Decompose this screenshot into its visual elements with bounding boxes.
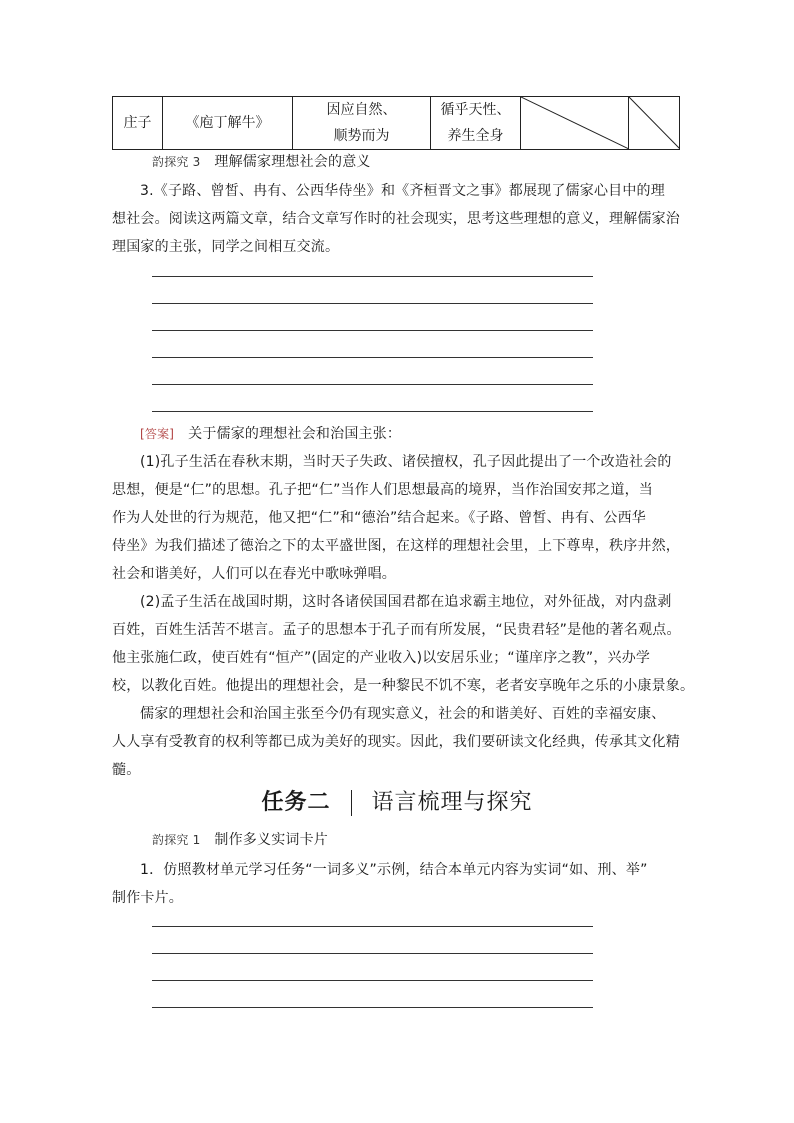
answer-tag: [答案] <box>140 427 175 441</box>
answer-line <box>152 357 593 358</box>
answer-line <box>152 276 593 277</box>
question-block <box>112 856 648 912</box>
answer-block <box>112 420 694 784</box>
table-cell-author: 庄子 <box>113 97 163 150</box>
answer-line: 校，以教化百姓。他提出的理想社会，是一种黎民不饥不寒，老者安享晚年之乐的小康景象。 <box>112 678 695 694</box>
task-label: 任务二 <box>261 790 331 815</box>
answer-line: 儒家的理想社会和治国主张至今仍有现实意义，社会的和谐美好、百姓的幸福安康、 <box>140 706 666 722</box>
answer-line <box>152 980 593 981</box>
diagonal-line <box>629 97 680 149</box>
table-row <box>113 97 680 150</box>
section-title: 理解儒家理想社会的意义 <box>214 154 371 170</box>
table-cell-work: 《庖丁解牛》 <box>163 97 293 150</box>
answer-line: 髓。 <box>112 762 141 778</box>
question-line: 1．仿照教材单元学习任务“一词多义”示例，结合本单元内容为实词“如、刑、举” <box>140 862 648 878</box>
answer-line <box>152 411 593 412</box>
table-cell-empty-diagonal <box>629 97 680 150</box>
section-tag: 䪨探究 1 <box>152 833 201 847</box>
question-line: 想社会。阅读这两篇文章，结合文章写作时的社会现实，思考这些理想的意义，理解儒家治 <box>112 211 680 227</box>
diagonal-line <box>521 97 629 149</box>
answer-line: 思想，便是“仁”的思想。孔子把“仁”当作人们思想最高的境界，当作治国安邦之道，当 <box>112 482 654 498</box>
answer-line: (1)孔子生活在春秋末期，当时天子失政、诸侯擅权，孔子因此提出了一个改造社会的 <box>140 454 672 470</box>
comparison-table <box>112 96 680 150</box>
answer-line: 人人享有受教育的权利等都已成为美好的现实。因此，我们要研读文化经典，传承其文化精 <box>112 734 680 750</box>
question-line: 制作卡片。 <box>112 890 183 906</box>
answer-line: 他主张施仁政，使百姓有“恒产”(固定的产业收入)以安居乐业；“谨庠序之教”，兴办学 <box>112 650 651 666</box>
answer-line <box>152 953 593 954</box>
question-line: 3.《子路、曾皙、冉有、公西华侍坐》和《齐桓晋文之事》都展现了儒家心目中的理 <box>140 183 665 199</box>
answer-line <box>152 1007 593 1008</box>
section-tag: 䪨探究 3 <box>152 155 201 169</box>
answer-intro: [答案] 关于儒家的理想社会和治国主张： <box>140 426 402 442</box>
task-title: 语言梳理与探究 <box>371 790 533 815</box>
table-cell-philosophy: 循乎天性、 养生全身 <box>431 97 521 150</box>
section-heading <box>152 148 371 176</box>
question-block <box>112 177 680 261</box>
answer-line: 社会和谐美好，人们可以在春光中歌咏弹唱。 <box>112 566 396 582</box>
task-heading <box>0 785 794 816</box>
table-cell-idea: 因应自然、 顺势而为 <box>293 97 431 150</box>
section-heading <box>152 826 328 854</box>
table-cell-empty-diagonal <box>521 97 629 150</box>
answer-line <box>152 384 593 385</box>
answer-line <box>152 330 593 331</box>
question-line: 理国家的主张，同学之间相互交流。 <box>112 239 340 255</box>
answer-line: 侍坐》为我们描述了德治之下的太平盛世图，在这样的理想社会里，上下尊卑，秩序井然， <box>112 538 680 554</box>
answer-line: 作为人处世的行为规范，他又把“仁”和“德治”结合起来。《子路、曾皙、冉有、公西华 <box>112 510 647 526</box>
section-title: 制作多义实词卡片 <box>214 832 329 848</box>
heading-divider <box>351 790 352 816</box>
answer-line: 百姓，百姓生活苦不堪言。孟子的思想本于孔子而有所发展，“民贵君轻”是他的著名观点。 <box>112 622 681 638</box>
answer-line <box>152 303 593 304</box>
answer-line: (2)孟子生活在战国时期，这时各诸侯国国君都在追求霸主地位，对外征战，对内盘剥 <box>140 594 672 610</box>
answer-line <box>152 926 593 927</box>
